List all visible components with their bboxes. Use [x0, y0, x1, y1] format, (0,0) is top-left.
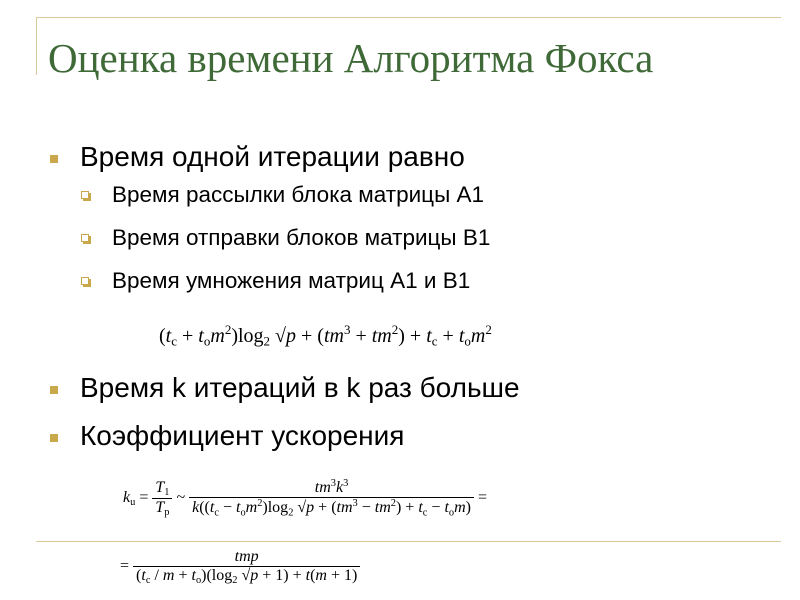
bullet-list — [48, 140, 768, 453]
sub-bullet-item — [80, 182, 768, 208]
sub-bullet-item — [80, 268, 768, 294]
sub-bullet-list — [80, 182, 768, 294]
slide-title: Оценка времени Алгоритма Фокса — [48, 35, 654, 81]
bullet-text: Время k итераций в k раз больше — [80, 372, 520, 403]
iteration-time-formula: $(t_c + t_om^2)\log_2$ $√p + (tm^3 + tm^2) + t_c + t_om^2$ — [159, 322, 492, 349]
sub-bullet-item — [80, 225, 768, 251]
bullet-item — [48, 419, 768, 453]
bullet-text: Время одной итерации равно — [80, 141, 465, 172]
square-bullet-icon — [50, 155, 58, 163]
slide-frame-left — [36, 17, 37, 75]
bullet-item — [48, 371, 768, 405]
speedup-simplified-formula: = $\frac{\text{tmp}}{(t_c / m + t_o)(\log_2 √p + 1) + t(m + 1)}$ — [120, 548, 360, 586]
slide-frame-bottom — [36, 541, 781, 542]
sub-bullet-text: Время отправки блоков матрицы В1 — [112, 225, 491, 250]
sub-bullet-text: Время умножения матриц А1 и В1 — [112, 268, 471, 293]
square-bullet-icon — [50, 434, 58, 442]
box-bullet-icon — [81, 234, 89, 242]
box-bullet-icon — [81, 191, 89, 199]
speedup-formula: $k_u$ = $\frac{T_1}{T_p}$ ~ $\frac{tm^3k^3}{k((t_c - t_om^2)\log_2 √p + (tm^3 - tm^2) + t_c - t_om)}$ = — [123, 478, 488, 519]
square-bullet-icon — [50, 386, 58, 394]
bullet-text: Коэффициент ускорения — [80, 420, 405, 451]
slide-frame-top — [36, 17, 781, 18]
box-bullet-icon — [81, 277, 89, 285]
sub-bullet-text: Время рассылки блока матрицы А1 — [112, 182, 485, 207]
